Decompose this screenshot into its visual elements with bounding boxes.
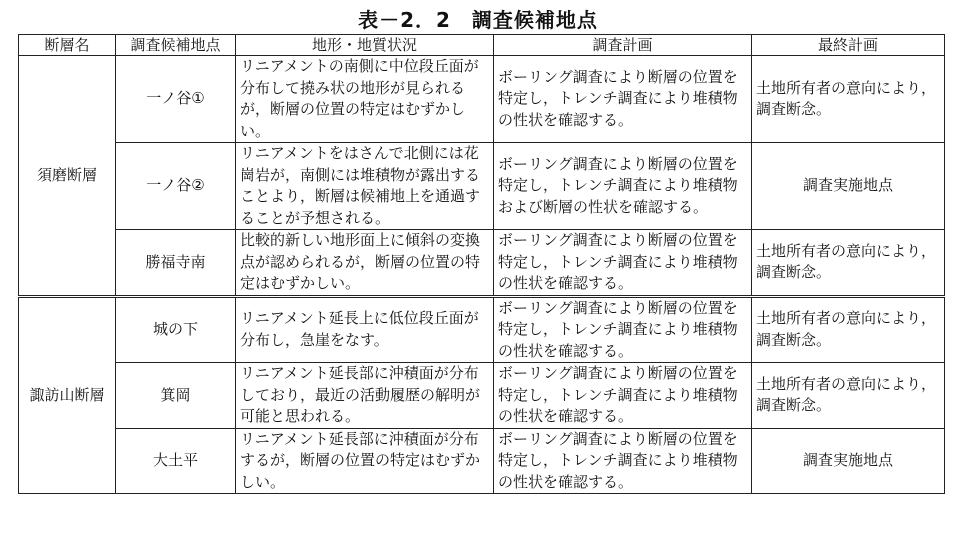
- terrain-cell: 比較的新しい地形面上に傾斜の変換点が認められるが，断層の位置の特定はむずかしい。: [236, 230, 494, 297]
- plan-cell: ボーリング調査により断層の位置を特定し，トレンチ調査により堆積物の性状を確認する。: [494, 296, 752, 363]
- candidate-site-cell: 一ノ谷①: [116, 56, 236, 143]
- plan-cell: ボーリング調査により断層の位置を特定し，トレンチ調査により堆積物の性状を確認する。: [494, 428, 752, 494]
- final-plan-cell: 調査実施地点: [752, 143, 945, 230]
- table-row: [19, 230, 945, 297]
- fault-name-cell: 諏訪山断層: [19, 296, 116, 494]
- candidate-site-cell: 箕岡: [116, 363, 236, 429]
- terrain-cell: リニアメント延長上に低位段丘面が分布し，急崖をなす。: [236, 296, 494, 363]
- final-plan-cell: 土地所有者の意向により，調査断念。: [752, 230, 945, 297]
- table-title: 表－2．2 調査候補地点: [358, 8, 598, 32]
- table-row: [19, 143, 945, 230]
- header-terrain-geology: 地形・地質状況: [236, 35, 494, 56]
- terrain-cell: リニアメントをはさんで北側には花崗岩が，南側には堆積物が露出することより，断層は候補地上を通過することが予想される。: [236, 143, 494, 230]
- final-plan-cell: 土地所有者の意向により，調査断念。: [752, 296, 945, 363]
- final-plan-cell: 調査実施地点: [752, 428, 945, 494]
- table-row: [19, 56, 945, 143]
- header-candidate-site: 調査候補地点: [116, 35, 236, 56]
- header-fault-name: 断層名: [19, 35, 116, 56]
- table-row: [19, 363, 945, 429]
- candidate-site-cell: 勝福寺南: [116, 230, 236, 297]
- candidate-site-cell: 大土平: [116, 428, 236, 494]
- header-survey-plan: 調査計画: [494, 35, 752, 56]
- final-plan-cell: 土地所有者の意向により，調査断念。: [752, 56, 945, 143]
- terrain-cell: リニアメント延長部に沖積面が分布するが，断層の位置の特定はむずかしい。: [236, 428, 494, 494]
- header-row: [19, 35, 945, 56]
- final-plan-cell: 土地所有者の意向により，調査断念。: [752, 363, 945, 429]
- terrain-cell: リニアメント延長部に沖積面が分布しており，最近の活動履歴の解明が可能と思われる。: [236, 363, 494, 429]
- table-row: [19, 296, 945, 363]
- candidate-site-cell: 城の下: [116, 296, 236, 363]
- plan-cell: ボーリング調査により断層の位置を特定し，トレンチ調査により堆積物の性状を確認する。: [494, 230, 752, 297]
- plan-cell: ボーリング調査により断層の位置を特定し，トレンチ調査により堆積物の性状を確認する。: [494, 56, 752, 143]
- plan-cell: ボーリング調査により断層の位置を特定し，トレンチ調査により堆積物および断層の性状を確認する。: [494, 143, 752, 230]
- header-final-plan: 最終計画: [752, 35, 945, 56]
- terrain-cell: リニアメントの南側に中位段丘面が分布して撓み状の地形が見られるが，断層の位置の特定はむずかしい。: [236, 56, 494, 143]
- survey-candidates-table: [18, 34, 945, 494]
- plan-cell: ボーリング調査により断層の位置を特定し，トレンチ調査により堆積物の性状を確認する。: [494, 363, 752, 429]
- candidate-site-cell: 一ノ谷②: [116, 143, 236, 230]
- table-row: [19, 428, 945, 494]
- fault-name-cell: 須磨断層: [19, 56, 116, 297]
